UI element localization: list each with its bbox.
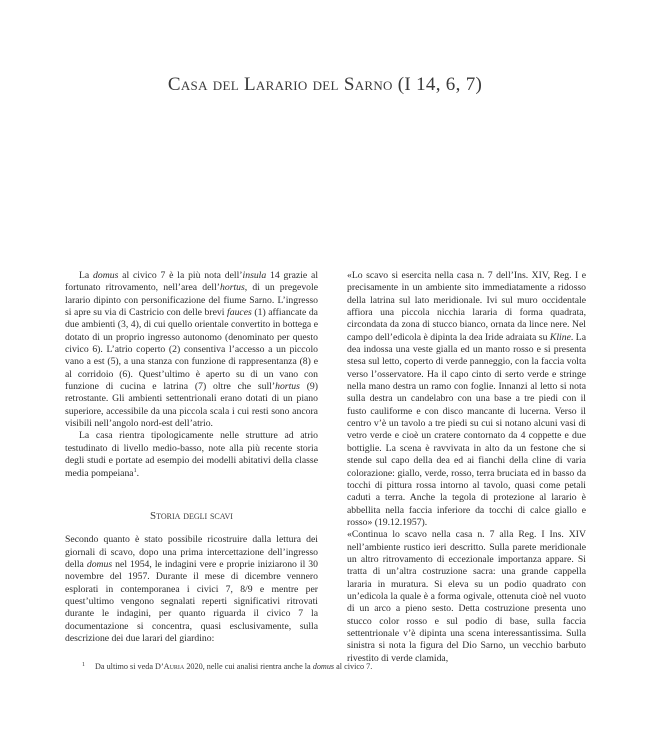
quote-paragraph: «Continua lo scavo nella casa n. 7 alla Reg. I Ins. XIV nell’ambiente rustico ieri descritto. Sulla parete meridionale un altro ritrovamento di eccezionale importanza appare. Si tratta di un’altra costruzione sacra: una grande cappella lararia in muratura. Si eleva su un podio quadrato con un’edicola la quale è a forma ogivale, ottenuta cioè nel vuoto di un arco a pieno sesto. Detta costruzione presenta uno stucco color rosso e sul podio di base, sulla faccia settentrionale v’è dipinta una scena interessantissima. Sulla sinistra si nota la figura del Dio Sarno, un vecchio barbuto rivestito di verde clamida, [347,529,586,664]
chapter-title: Casa del Larario del Sarno (I 14, 6, 7) [167,74,483,95]
paragraph-text: La casa rientra tipologicamente nelle strutture ad atrio testudinato di livello medio-basso, note alla più recente storia degli studi e portate ad esempio dei modelli abitativi della classe media pompeiana [65,430,318,479]
body-paragraph: Secondo quanto è stato possibile ricostruire dalla lettura dei giornali di scavo, dopo una prima intercettazione dell’ingresso della domus nel 1954, le indagini vere e proprie iniziarono il 30 novembre del 1957. Durante il mese di dicembre vennero esplorati in contemporanea i civici 7, 8/9 e mentre per quest’ultimo vengono segnalati reperti significativi ritrovati durante le indagini, per quanto riguarda il civico 7 la documentazione si concentra, quasi esclusivamente, sulla descrizione dei due larari del giardino: [65,534,318,644]
section-heading: Storia degli scavi [150,509,233,522]
body-paragraph: La casa rientra tipologicamente nelle strutture ad atrio testudinato di livello medio-basso, note alla più recente storia degli studi e portate ad esempio dei modelli abitativi della classe media pompeiana$^1$. [65,430,318,479]
footnote-ref[interactable]: 1 [133,467,137,474]
footnote-text: Da ultimo si veda D’Auria 2020, nelle cui analisi rientra anche la domus al civico 7. [95,662,373,671]
quote-paragraph: «Lo scavo si esercita nella casa n. 7 dell’Ins. XIV, Reg. I e precisamente in un ambiente sito immediatamente a ridosso della latrina sul lato meridionale. Ivi sul muro occidentale affiora una piccola nicchia lararia di forma quadrata, circondata da zona di stucco bianco, ornata da lince nere. Nel campo dell’edicola è dipinta la dea Iride adraiata su Kline. La dea indossa una veste gialla ed un manto rosso e si presenta stesa sul letto, coperto di verde panneggio, con la faccia volta verso l’osservatore. Ha il capo cinto di serto verde e stringe nella mano destra un ramo con foglie. Innanzi al letto si nota sulla destra un candelabro con una base a tre piedi con il fusto cauliforme e con disco mancante di lucerna. Verso il centro v’è un tavolo a tre piedi su cui si notano alcuni vasi di vetro verde e cioè un cratere contornato da 4 coppette e due bottiglie. La scena è ravvivata in alto da un festone che si stende sul capo della dea ed ai fianchi della cline di varia colorazione: giallo, verde, rosso, terra bruciata ed in basso da tocchi di pittura rossa intorno al tavolo, quasi come petali caduti a terra. Anche la tegola di protezione al larario è abbellita nella faccia inferiore da tocchi di calce giallo e rosso» (19.12.1957). [347,270,586,528]
right-column [347,270,586,665]
footnote-number: 1 [82,662,85,668]
body-paragraph: La domus al civico 7 è la più nota dell’insula 14 grazie al fortunato ritrovamento, nell’area dell’hortus, di un pregevole larario dipinto con personificazione del fiume Sarno. L’ingresso si apre su via di Castricio con delle brevi fauces (1) affiancate da due ambienti (3, 4), di cui quello orientale convertito in bottega e dotato di un proprio ingresso autonomo (denominato per questo civico 6). L’atrio coperto (2) consentiva l’accesso a un piccolo vano a est (5), a una stanza con funzione di rappresentanza (8) e al corridoio (6). Quest’ultimo è aperto su di un vano con funzione di cucina e latrina (7) oltre che sull’hortus (9) retrostante. Gli ambienti settentrionali erano dotati di un piano superiore, accessibile da una piccola scala i cui resti sono ancora visibili nell’angolo nord-est dell’atrio. [65,270,319,430]
left-column [65,270,318,645]
